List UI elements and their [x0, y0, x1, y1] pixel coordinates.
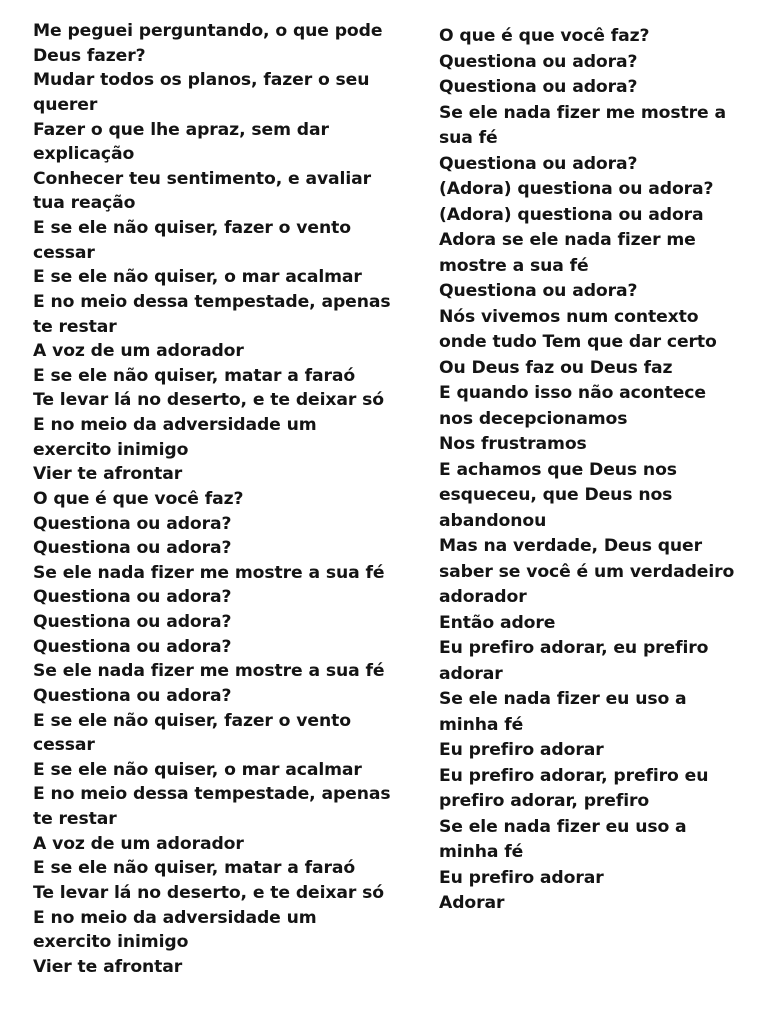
lyric-line: Te levar lá no deserto, e te deixar só — [33, 390, 384, 411]
lyric-line: Questiona ou adora? — [439, 51, 638, 72]
lyric-line: te restar — [33, 809, 117, 829]
lyric-line: Mudar todos os planos, fazer o seu — [33, 70, 370, 91]
lyric-line: Questiona ou adora? — [33, 636, 232, 657]
lyric-line: querer — [33, 94, 98, 115]
lyric-line: Questiona ou adora? — [439, 281, 638, 301]
lyric-line: Vier te afrontar — [33, 956, 183, 977]
lyric-line: explicação — [33, 144, 135, 165]
lyric-line: A voz de um adorador — [33, 833, 244, 854]
lyric-line: E se ele não quiser, o mar acalmar — [33, 267, 362, 288]
lyric-line: cessar — [33, 735, 95, 756]
lyric-line: Questiona ou adora? — [33, 612, 232, 632]
lyric-line: Adora se ele nada fizer me — [439, 230, 696, 250]
lyric-line: onde tudo Tem que dar certo — [439, 332, 717, 352]
lyric-line: Questiona ou adora? — [33, 685, 232, 706]
lyric-line: E no meio dessa tempestade, apenas — [33, 784, 391, 805]
lyric-line: (Adora) questiona ou adora? — [439, 179, 714, 199]
lyric-line: Nos frustramos — [439, 434, 587, 454]
lyric-line: minha fé — [439, 842, 524, 862]
lyric-line: Questiona ou adora? — [33, 513, 232, 534]
lyric-line: E no meio dessa tempestade, apenas — [33, 291, 391, 312]
lyric-line: E no meio da adversidade um — [33, 907, 317, 928]
lyrics-right-column — [439, 24, 734, 917]
lyric-line: Se ele nada fizer eu uso a — [439, 816, 687, 837]
lyric-line: te restar — [33, 316, 117, 337]
lyric-line: E se ele não quiser, o mar acalmar — [33, 759, 362, 780]
lyric-line: mostre a sua fé — [439, 255, 589, 276]
lyric-line: Te levar lá no deserto, e te deixar só — [33, 882, 384, 903]
lyric-line: Se ele nada fizer me mostre a sua fé — [33, 661, 385, 682]
lyric-line: Questiona ou adora? — [439, 153, 638, 174]
lyric-line: E achamos que Deus nos — [439, 459, 677, 480]
lyric-line: exercito inimigo — [33, 932, 189, 953]
lyric-line: Eu prefiro adorar, prefiro eu — [439, 765, 709, 786]
lyric-line: Questiona ou adora? — [33, 538, 232, 559]
lyric-line: saber se você é um verdadeiro — [439, 561, 735, 582]
lyric-line: adorar — [439, 663, 503, 684]
lyric-line: O que é que você faz? — [33, 488, 244, 509]
lyric-line: E se ele não quiser, matar a faraó — [33, 365, 356, 386]
lyric-line: nos decepcionamos — [439, 408, 628, 429]
lyric-line: Se ele nada fizer eu uso a — [439, 689, 687, 709]
lyric-line: Vier te afrontar — [33, 464, 183, 485]
lyric-line: Fazer o que lhe apraz, sem dar — [33, 119, 329, 140]
lyric-line: E no meio da adversidade um — [33, 415, 317, 435]
lyric-line: Conhecer teu sentimento, e avaliar — [33, 168, 372, 189]
lyric-line: E se ele não quiser, matar a faraó — [33, 858, 356, 879]
lyric-line: Ou Deus faz ou Deus faz — [439, 357, 673, 378]
lyric-line: Se ele nada fizer me mostre a sua fé — [33, 562, 385, 583]
lyric-line: Me peguei perguntando, o que pode — [33, 21, 383, 41]
lyric-line: Eu prefiro adorar, eu prefiro — [439, 638, 709, 658]
lyric-line: cessar — [33, 242, 95, 263]
lyric-line: Eu prefiro adorar — [439, 740, 604, 760]
lyric-line: E se ele não quiser, fazer o vento — [33, 710, 351, 731]
lyric-line: Se ele nada fizer me mostre a — [439, 102, 726, 123]
lyric-line: Eu prefiro adorar — [439, 867, 604, 888]
lyric-line: Adorar — [439, 893, 505, 913]
lyrics-left-column — [33, 19, 391, 979]
lyric-line: A voz de um adorador — [33, 341, 244, 362]
lyric-line: minha fé — [439, 714, 524, 735]
lyric-line: E quando isso não acontece — [439, 383, 706, 403]
lyric-line: Questiona ou adora? — [33, 587, 232, 608]
lyric-line: prefiro adorar, prefiro — [439, 791, 650, 811]
lyric-line: E se ele não quiser, fazer o vento — [33, 218, 351, 238]
lyric-line: Nós vivemos num contexto — [439, 306, 699, 327]
lyric-line: abandonou — [439, 510, 547, 531]
lyric-line: Deus fazer? — [33, 45, 146, 66]
lyric-line: adorador — [439, 587, 527, 607]
lyric-line: Mas na verdade, Deus quer — [439, 536, 702, 556]
lyric-line: O que é que você faz? — [439, 26, 650, 46]
lyric-line: sua fé — [439, 128, 498, 148]
lyric-line: Então adore — [439, 612, 556, 633]
lyric-line: Questiona ou adora? — [439, 77, 638, 97]
lyric-line: (Adora) questiona ou adora — [439, 204, 704, 225]
lyric-line: tua reação — [33, 193, 136, 214]
lyric-line: esqueceu, que Deus nos — [439, 485, 673, 505]
lyric-line: exercito inimigo — [33, 439, 189, 460]
